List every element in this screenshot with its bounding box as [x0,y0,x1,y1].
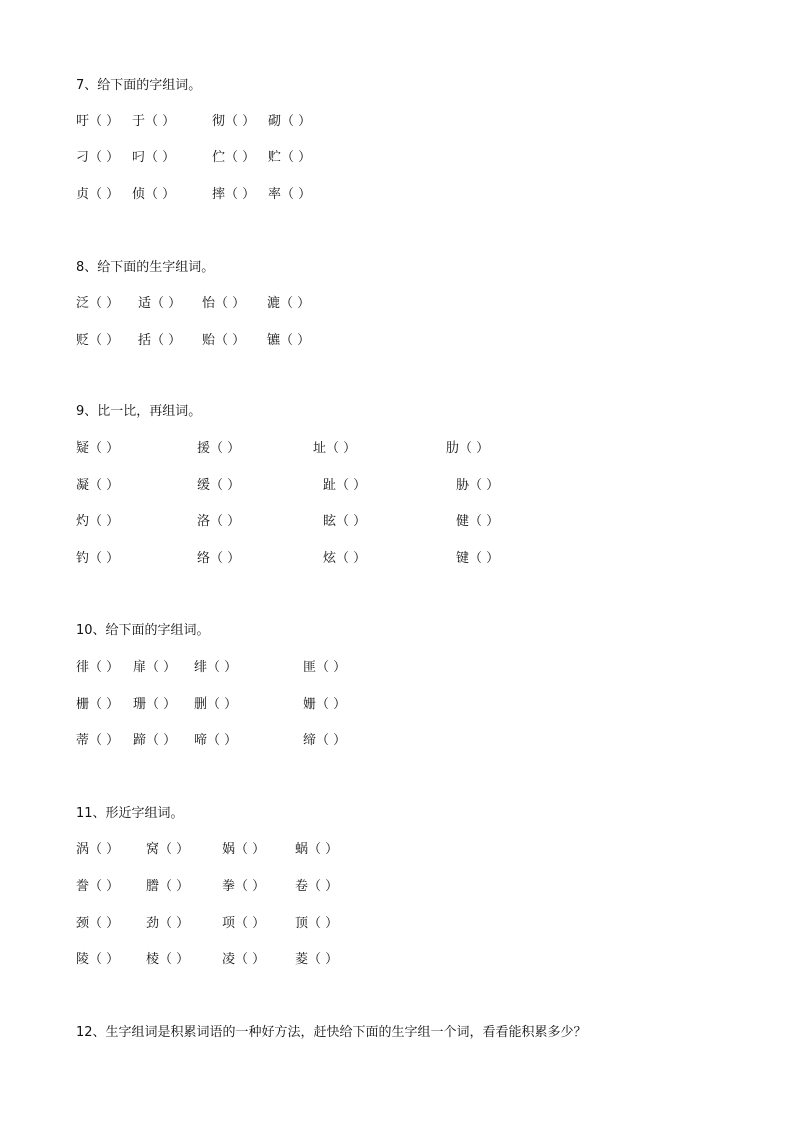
word-item: 泛（ ） [76,296,120,311]
word-item: 镳（ ） [267,333,311,348]
section-9-title: 9、比一比，再组词。 [76,404,202,419]
word-item: 于（ ） [132,114,176,129]
section-10-title: 10、给下面的字组词。 [76,623,210,638]
word-item: 贮（ ） [268,150,312,165]
word-item: 菱（ ） [295,952,339,967]
word-item: 棱（ ） [146,952,190,967]
word-item: 侦（ ） [132,187,176,202]
word-item: 键（ ） [456,551,500,566]
word-item: 啼（ ） [194,733,238,748]
word-item: 漉（ ） [267,296,311,311]
word-item: 刁（ ） [76,150,120,165]
word-item: 娲（ ） [222,842,266,857]
word-item: 贻（ ） [202,333,246,348]
word-item: 络（ ） [197,551,241,566]
word-item: 疑（ ） [76,441,120,456]
section-11-title: 11、形近字组词。 [76,806,184,821]
word-item: 匪（ ） [303,660,347,675]
section-8-title: 8、给下面的生字组词。 [76,260,215,275]
word-item: 凌（ ） [222,952,266,967]
word-item: 蹄（ ） [133,733,177,748]
word-item: 劲（ ） [146,916,190,931]
word-item: 謄（ ） [146,879,190,894]
word-item: 姗（ ） [303,697,347,712]
word-item: 绯（ ） [194,660,238,675]
word-item: 徘（ ） [76,660,120,675]
word-item: 摔（ ） [212,187,256,202]
word-item: 项（ ） [222,916,266,931]
word-item: 洛（ ） [197,514,241,529]
word-item: 顶（ ） [295,916,339,931]
word-item: 陵（ ） [76,952,120,967]
word-item: 扉（ ） [133,660,177,675]
word-item: 址（ ） [313,441,357,456]
word-item: 怡（ ） [202,296,246,311]
word-item: 叼（ ） [132,150,176,165]
word-item: 彻（ ） [212,114,256,129]
word-item: 缓（ ） [197,478,241,493]
word-item: 胁（ ） [456,478,500,493]
word-item: 涡（ ） [76,842,120,857]
word-item: 蒂（ ） [76,733,120,748]
word-item: 拳（ ） [222,879,266,894]
word-item: 率（ ） [268,187,312,202]
word-item: 颈（ ） [76,916,120,931]
word-item: 眩（ ） [323,514,367,529]
word-item: 肋（ ） [446,441,490,456]
word-item: 健（ ） [456,514,500,529]
word-item: 栅（ ） [76,697,120,712]
word-item: 援（ ） [197,441,241,456]
word-item: 珊（ ） [133,697,177,712]
word-item: 吁（ ） [76,114,120,129]
word-item: 誊（ ） [76,879,120,894]
word-item: 窝（ ） [146,842,190,857]
word-item: 趾（ ） [323,478,367,493]
word-item: 删（ ） [194,697,238,712]
word-item: 蜗（ ） [295,842,339,857]
word-item: 凝（ ） [76,478,120,493]
word-item: 砌（ ） [268,114,312,129]
word-item: 缔（ ） [303,733,347,748]
word-item: 括（ ） [138,333,182,348]
word-item: 适（ ） [138,296,182,311]
section-7-title: 7、给下面的字组词。 [76,78,202,93]
word-item: 钓（ ） [76,551,120,566]
word-item: 灼（ ） [76,514,120,529]
word-item: 贬（ ） [76,333,120,348]
section-12-title: 12、生字组词是积累词语的一种好方法，赶快给下面的生字组一个词，看看能积累多少？ [76,1025,587,1040]
word-item: 卷（ ） [295,879,339,894]
word-item: 炫（ ） [323,551,367,566]
word-item: 贞（ ） [76,187,120,202]
word-item: 伫（ ） [212,150,256,165]
